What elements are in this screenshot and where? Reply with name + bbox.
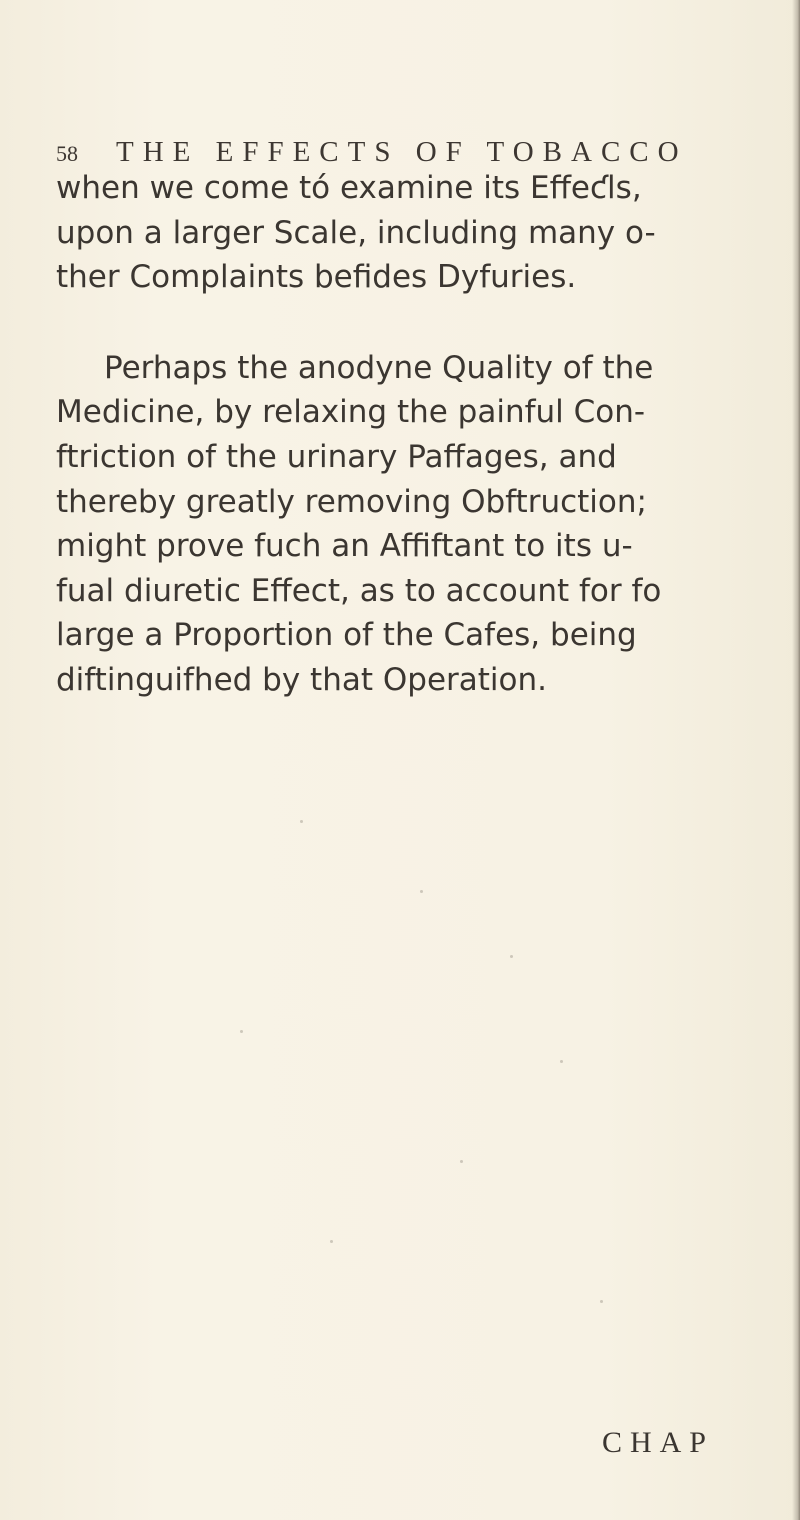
paragraph-2-line-5: might prove fuch an Affiftant to its u- [56,528,633,565]
page-number: 58 [56,141,78,166]
paper-speck [460,1160,463,1163]
body-text [56,166,756,703]
paragraph-gap [56,300,756,346]
paragraph-2-line-8: diftinguifhed by that Operation. [56,661,547,698]
paragraph-2-line-4: thereby greatly removing Obftruction; [56,483,647,520]
paragraph-2-line-6: fual diuretic Effect, as to account for fo [56,572,662,609]
catchword: CHAP [601,1426,714,1459]
paragraph-1-line-3: ther Complaints befides Dyfuries. [56,259,577,296]
paper-speck [560,1060,563,1063]
paragraph-2-line-2: Medicine, by relaxing the painful Con- [56,394,646,431]
running-head: THE EFFECTS OF TOBACCO [116,136,688,168]
paragraph-2-line-3: ftriction of the urinary Paffages, and [56,438,617,475]
paper-speck [420,890,423,893]
paragraph-2-line-7: large a Proportion of the Cafes, being [56,617,637,654]
paragraph-2-line-1: Perhaps the anodyne Quality of the [104,349,654,386]
paragraph-1-line-1: when we come tó examine its Effeƈls, [56,170,642,206]
paper-speck [510,955,513,958]
paper-speck [600,1300,603,1303]
paper-speck [240,1030,243,1033]
page-edge-shadow [792,0,800,1520]
paragraph-1-line-2: upon a larger Scale, including many o- [56,214,656,251]
paper-speck [300,820,303,823]
paper-speck [330,1240,333,1243]
